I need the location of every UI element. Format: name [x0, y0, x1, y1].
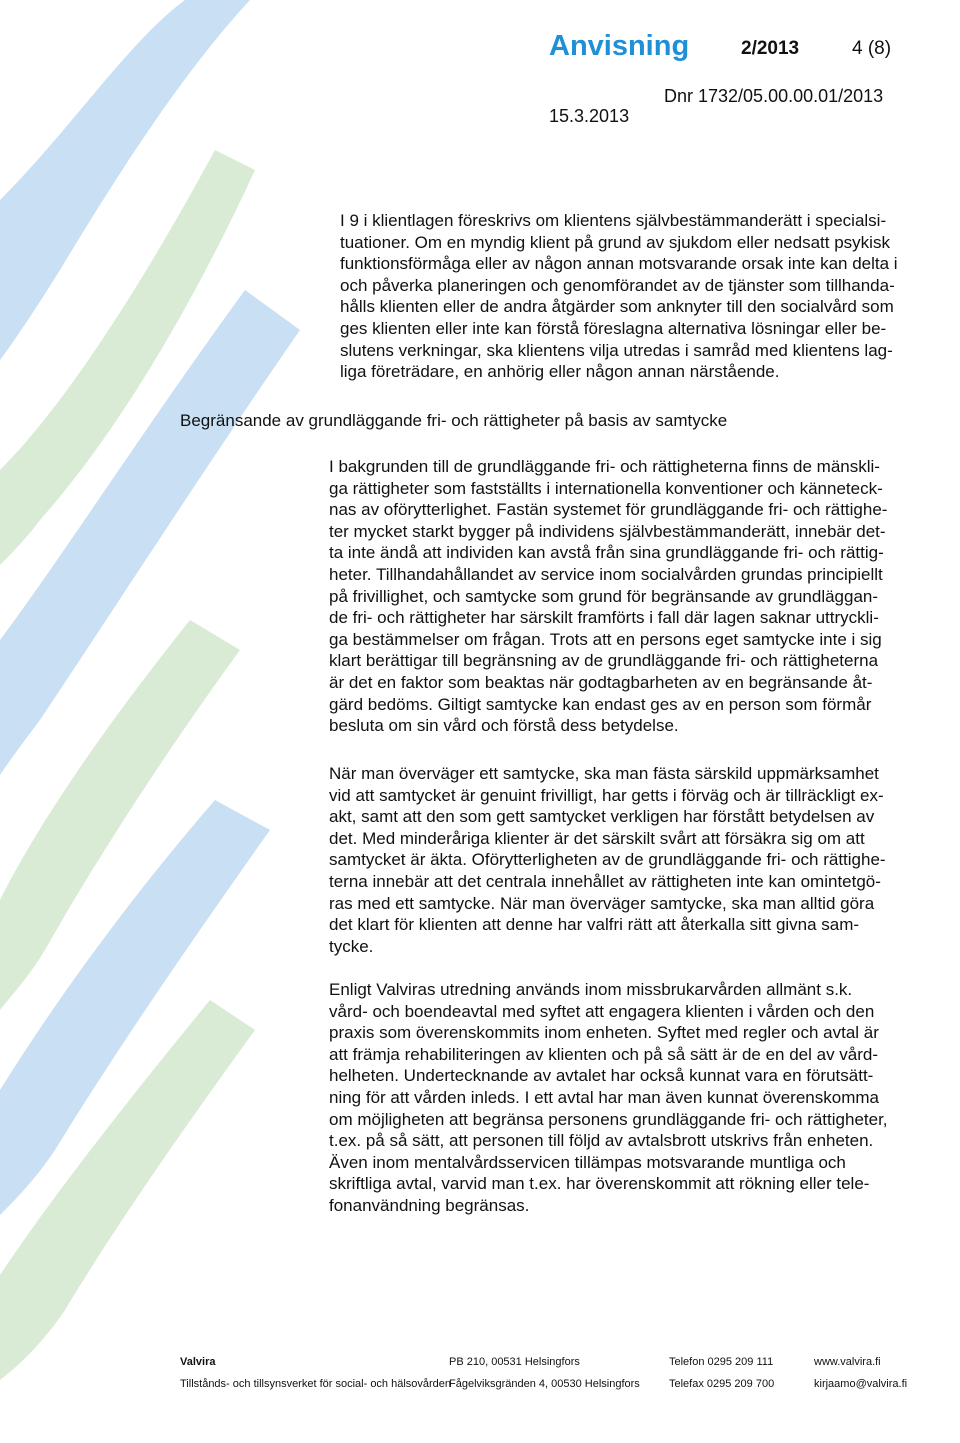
text-line: Enligt Valviras utredning används inom missbrukarvården allmänt s.k. — [329, 980, 853, 999]
text-line: funktionsförmåga eller av någon annan motsvarande orsak inte kan delta i — [340, 254, 898, 274]
text-line: terna innebär att det centrala innehållet av rättigheten inte kan omintetgö- — [329, 871, 881, 891]
text-line: fonanvändning begränsas. — [329, 1195, 530, 1215]
text-line: klart berättigar till begränsning av de grundläggande fri- och rättigheterna — [329, 651, 879, 671]
text-line: Även inom mentalvårdsservicen tillämpas motsvarande muntliga och — [329, 1152, 846, 1172]
text-line: ras med ett samtycke. När man överväger samtycke, ska man alltid göra — [329, 893, 875, 913]
section-heading: Begränsande av grundläggande fri- och rättigheter på basis av samtycke — [180, 411, 728, 430]
text-line: vård- och boendeavtal med syftet att engagera klienten i vården och den — [329, 1001, 875, 1021]
background-wave-decoration — [0, 0, 330, 1443]
document-type-title: Anvisning — [549, 30, 690, 62]
text-line: vid att samtycket är genuint frivilligt, har getts i förväg och är tillräckligt ex- — [329, 785, 884, 805]
paragraph-fundamental-rights — [329, 456, 887, 737]
text-line: tycke. — [329, 936, 374, 956]
text-line: att främja rehabiliteringen av klienten och på så sätt är de en del av vård- — [329, 1044, 879, 1064]
text-line: på frivillighet, och samtycke som grund för begränsande av grundläggan- — [329, 586, 879, 606]
text-line: ter mycket starkt bygger på individens självbestämmanderätt, innebär det- — [329, 521, 886, 541]
text-line: besluta om sin vård och förstå dess betydelse. — [329, 716, 679, 736]
text-line: praxis som överenskommits inom enheten. Syftet med regler och avtal är — [329, 1023, 879, 1043]
text-line: det klart för klienten att denne har valfri rätt att återkalla sitt givna sam- — [329, 915, 860, 935]
footer-email-link[interactable]: kirjaamo@valvira.fi — [814, 1378, 908, 1390]
text-line: liga företrädare, en anhörig eller någon annan närstående. — [340, 362, 780, 382]
text-line: om möjligheten att begränsa personens grundläggande fri- och rättigheter, — [329, 1109, 888, 1129]
footer-fax: Telefax 0295 209 700 — [669, 1378, 775, 1390]
text-line: helheten. Undertecknande av avtalet har också kunnat vara en förutsätt- — [329, 1066, 874, 1086]
text-line: nas av oförytterlighet. Fastän systemet för grundläggande fri- och rättighe- — [329, 500, 888, 520]
footer-org-name: Valvira — [180, 1356, 216, 1368]
footer-street-address: Fågelviksgränden 4, 00530 Helsingfors — [449, 1378, 640, 1390]
text-line: ga bestämmelser om frågan. Trots att en persons eget samtycke inte i sig — [329, 629, 882, 649]
paragraph-consent — [329, 763, 886, 957]
text-line: tuationer. Om en myndig klient på grund av sjukdom eller nedsatt psykisk — [340, 232, 890, 252]
footer-org-full-name: Tillstånds- och tillsynsverket för social- och hälsovården — [180, 1378, 452, 1390]
text-line: skriftliga avtal, varvid man t.ex. har överenskommit att rökning eller tele- — [329, 1174, 870, 1194]
text-line: ges klienten eller inte kan förstå föreslagna alternativa lösningar eller be- — [340, 318, 887, 338]
footer-po-box: PB 210, 00531 Helsingfors — [449, 1356, 580, 1368]
text-line: ning för att vården inleds. I ett avtal har man även kunnat överenskomma — [329, 1087, 879, 1107]
document-date: 15.3.2013 — [549, 106, 630, 126]
document-number: 2/2013 — [741, 38, 800, 59]
footer-website-link[interactable]: www.valvira.fi — [814, 1356, 881, 1368]
text-line: det. Med minderåriga klienter är det särskilt svårt att försäkra sig om att — [329, 828, 865, 848]
text-line: t.ex. på så sätt, att personen till följd av avtalsbrott utskrivs från enheten. — [329, 1131, 874, 1151]
text-line: akt, samt att den som gett samtycket verkligen har förstått betydelsen av — [329, 807, 875, 827]
footer-phone: Telefon 0295 209 111 — [669, 1356, 774, 1368]
text-line: och påverka planeringen och genomförandet av de tjänster som tillhanda- — [340, 275, 895, 295]
text-line: hålls klienten eller de andra åtgärder som anknyter till den socialvård som — [340, 297, 894, 317]
text-line: I bakgrunden till de grundläggande fri- och rättigheterna finns de mänskli- — [329, 457, 880, 476]
page-indicator: 4 (8) — [852, 38, 892, 59]
text-line: ta inte ändå att individen kan avstå från sina grundläggande fri- och rättig- — [329, 543, 884, 563]
text-line: När man överväger ett samtycke, ska man fästa särskild uppmärksamhet — [329, 764, 879, 783]
text-line: slutens verkningar, ska klientens vilja utredas i samråd med klientens lag- — [340, 340, 893, 360]
diary-number: Dnr 1732/05.00.00.01/2013 — [664, 86, 884, 106]
text-line: samtycket är äkta. Oförytterligheten av de grundläggande fri- och rättighe- — [329, 850, 886, 870]
text-line: de fri- och rättigheter har särskilt framförts i fall där lagen saknar uttryckli- — [329, 608, 879, 628]
paragraph-care-agreements — [329, 979, 888, 1217]
text-line: gärd bedöms. Giltigt samtycke kan endast ges av en person som förmår — [329, 694, 872, 714]
paragraph-self-determination — [340, 210, 898, 383]
text-line: heter. Tillhandahållandet av service inom socialvården grundas principiellt — [329, 564, 883, 584]
text-line: I 9 i klientlagen föreskrivs om klientens självbestämmanderätt i specialsi- — [340, 211, 887, 230]
text-line: ga rättigheter som fastställts i internationella konventioner och känneteck- — [329, 478, 883, 498]
text-line: är det en faktor som beaktas när godtagbarheten av en begränsande åt- — [329, 672, 873, 692]
